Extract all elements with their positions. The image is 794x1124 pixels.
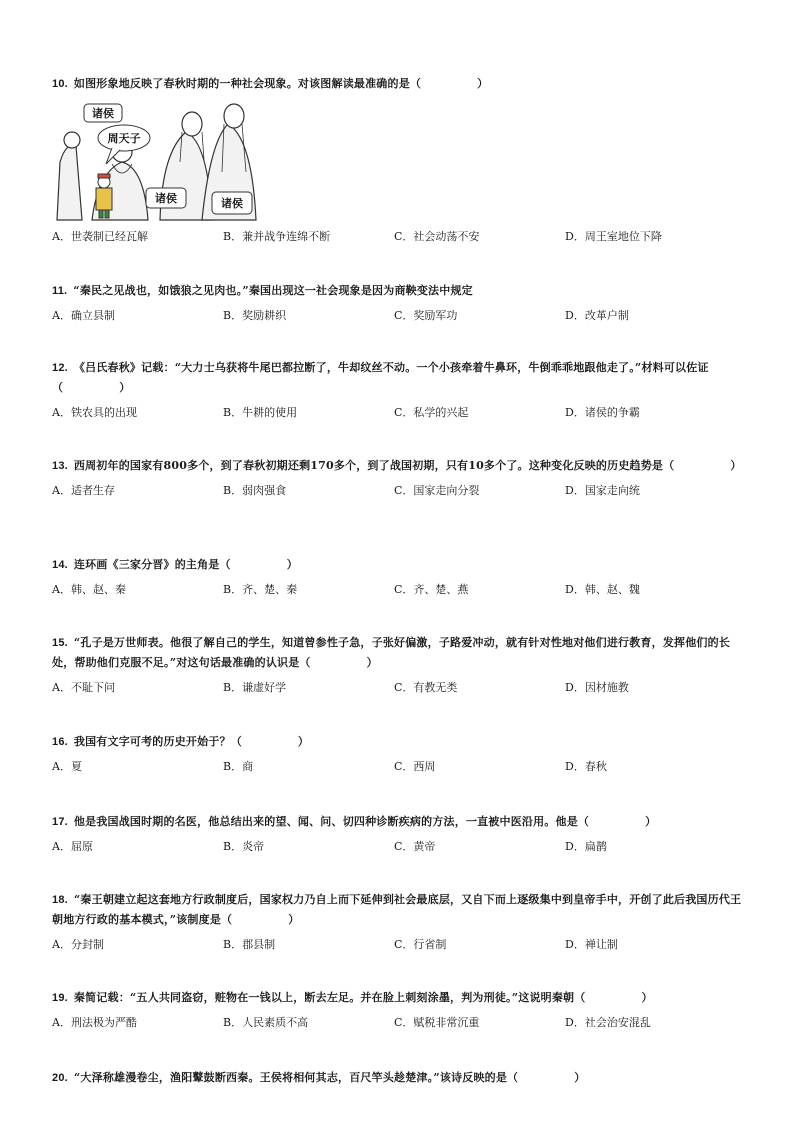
option-c[interactable]: C．社会动荡不安 <box>394 230 480 243</box>
question-stem: 秦简记载：“五人共同盗窃，赃物在一钱以上，断去左足。并在脸上刺刻涂墨，判为刑徒。”这说明秦朝（ ） <box>73 991 653 1004</box>
options-row <box>52 228 742 246</box>
question-number: 15. <box>52 637 68 649</box>
option-b[interactable]: B．弱肉强食 <box>223 484 287 497</box>
svg-text:诸侯: 诸侯 <box>155 192 177 205</box>
option-a[interactable]: A．韩、赵、秦 <box>52 583 126 596</box>
option-d[interactable]: D．因材施教 <box>565 681 629 694</box>
options-row <box>52 936 742 954</box>
option-d[interactable]: D．春秋 <box>565 760 607 773</box>
question-number: 12. <box>52 362 68 374</box>
question-number: 16. <box>52 736 68 748</box>
option-c[interactable]: C．齐、楚、燕 <box>394 583 469 596</box>
option-c[interactable]: C．西周 <box>394 760 436 773</box>
question-number: 13. <box>52 460 68 472</box>
question-14 <box>52 555 742 599</box>
label-feudal-lord-2 <box>146 188 186 208</box>
question-15 <box>52 633 742 697</box>
option-b[interactable]: B．人民素质不高 <box>223 1016 309 1029</box>
option-c[interactable]: C．国家走向分裂 <box>394 484 480 497</box>
question-number: 20. <box>52 1072 68 1084</box>
question-number: 19. <box>52 992 68 1004</box>
question-stem: 《吕氏春秋》记载：“大力士乌获将牛尾巴都拉断了，牛却纹丝不动。一个小孩牵着牛鼻环，牛倒乖乖地跟他走了。”材料可以佐证（ ） <box>52 361 709 394</box>
options-row <box>52 838 742 856</box>
option-b[interactable]: B．齐、楚、秦 <box>223 583 298 596</box>
option-a[interactable]: A．不耻下问 <box>52 681 115 694</box>
option-a[interactable]: A．适者生存 <box>52 484 115 497</box>
option-b[interactable]: B．郡县制 <box>223 938 276 951</box>
options-row <box>52 1014 742 1032</box>
question-16 <box>52 732 742 776</box>
question-stem: “秦民之见战也，如饿狼之见肉也。”秦国出现这一社会现象是因为商鞅变法中规定 <box>73 284 473 297</box>
option-d[interactable]: D．周王室地位下降 <box>565 230 662 243</box>
option-b[interactable]: B．谦虚好学 <box>223 681 287 694</box>
question-stem: 我国有文字可考的历史开始于？（ ） <box>73 735 310 748</box>
question-stem: “秦王朝建立起这套地方行政制度后，国家权力乃自上而下延伸到社会最底层，又自下而上逐级集中到皇帝手中，开创了此后我国历代王朝地方行政的基本模式，”该制度是（ ） <box>52 893 742 926</box>
option-b[interactable]: B．牛耕的使用 <box>223 406 298 419</box>
question-10 <box>52 74 742 94</box>
option-a[interactable]: A．世袭制已经瓦解 <box>52 230 148 243</box>
question-19 <box>52 988 742 1032</box>
options-row <box>52 679 742 697</box>
label-feudal-lord-1 <box>84 104 122 122</box>
options-row <box>52 482 742 500</box>
figure-left <box>57 145 82 220</box>
option-b[interactable]: B．奖励耕织 <box>223 309 287 322</box>
question-20 <box>52 1068 742 1088</box>
options-row <box>52 581 742 599</box>
option-d[interactable]: D．诸侯的争霸 <box>565 406 640 419</box>
question-number: 10. <box>52 78 68 90</box>
question-stem: 连环画《三家分晋》的主角是（ ） <box>73 558 298 571</box>
label-feudal-lord-3 <box>212 192 252 214</box>
option-c[interactable]: C．赋税非常沉重 <box>394 1016 480 1029</box>
option-b[interactable]: B．炎帝 <box>223 840 265 853</box>
question-stem: “孔子是万世师表。他很了解自己的学生，知道曾参性子急，子张好偏激，子路爱冲动，就有针对性地对他们进行教育，发挥他们的长处，帮助他们克服不足。”对这句话最准确的认识是（ ） <box>52 636 731 669</box>
svg-text:诸侯: 诸侯 <box>92 107 114 120</box>
option-d[interactable]: D．改革户制 <box>565 309 629 322</box>
option-a[interactable]: A．夏 <box>52 760 82 773</box>
svg-text:诸侯: 诸侯 <box>221 197 243 210</box>
option-a[interactable]: A．分封制 <box>52 938 104 951</box>
svg-text:周天子: 周天子 <box>107 132 141 145</box>
option-b[interactable]: B．兼并战争连绵不断 <box>223 230 331 243</box>
option-c[interactable]: C．行省制 <box>394 938 447 951</box>
cartoon-illustration <box>52 102 262 222</box>
option-c[interactable]: C．黄帝 <box>394 840 436 853</box>
option-d[interactable]: D．禅让制 <box>565 938 618 951</box>
option-d[interactable]: D．社会治安混乱 <box>565 1016 651 1029</box>
option-a[interactable]: A．刑法极为严酷 <box>52 1016 137 1029</box>
question-13 <box>52 456 742 500</box>
question-18 <box>52 890 742 954</box>
question-stem: 如图形象地反映了春秋时期的一种社会现象。对该图解读最准确的是（ ） <box>73 77 489 90</box>
option-c[interactable]: C．奖励军功 <box>394 309 458 322</box>
option-a[interactable]: A．确立县制 <box>52 309 115 322</box>
question-number: 17. <box>52 816 68 828</box>
question-number: 11. <box>52 285 68 297</box>
question-stem: “大泽称雄漫卷尘，渔阳鼙鼓断西秦。王侯将相何其志，百尺竿头趁楚津。”该诗反映的是（ ） <box>73 1071 586 1084</box>
question-17 <box>52 812 742 856</box>
option-d[interactable]: D．国家走向统 <box>565 484 640 497</box>
question-number: 18. <box>52 894 68 906</box>
options-row <box>52 758 742 776</box>
question-stem: 西周初年的国家有800多个，到了春秋初期还剩170多个，到了战国初期，只有10多个了。这种变化反映的历史趋势是（ ） <box>73 459 742 472</box>
question-12 <box>52 358 742 422</box>
question-stem: 他是我国战国时期的名医，他总结出来的望、闻、问、切四种诊断疾病的方法，一直被中医沿用。他是（ ） <box>73 815 657 828</box>
question-number: 14. <box>52 559 68 571</box>
option-b[interactable]: B．商 <box>223 760 254 773</box>
option-d[interactable]: D．扁鹊 <box>565 840 607 853</box>
option-a[interactable]: A．屈原 <box>52 840 93 853</box>
options-row <box>52 404 742 422</box>
option-a[interactable]: A．铁农具的出现 <box>52 406 137 419</box>
question-11 <box>52 281 742 325</box>
option-c[interactable]: C．有教无类 <box>394 681 458 694</box>
option-d[interactable]: D．韩、赵、魏 <box>565 583 640 596</box>
options-row <box>52 307 742 325</box>
option-c[interactable]: C．私学的兴起 <box>394 406 469 419</box>
question-10-options <box>52 228 742 246</box>
